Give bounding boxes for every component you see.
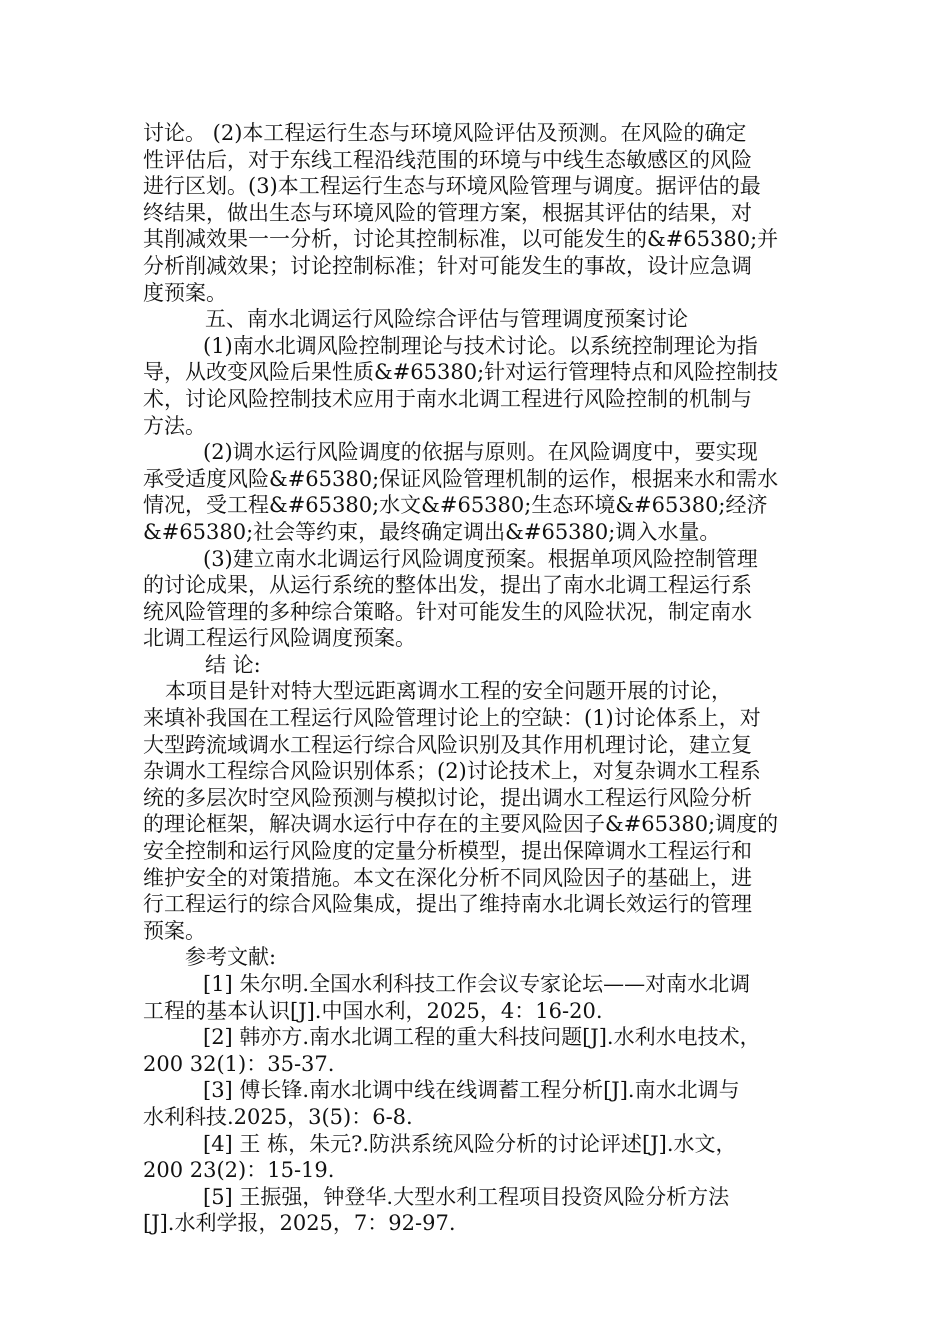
conclusion-body (143, 678, 813, 944)
text-line: 方法。 (143, 413, 206, 438)
section-5-heading: 五、南水北调运行风险综合评估与管理调度预案讨论 (205, 307, 688, 332)
references-list (143, 971, 813, 1237)
text-line: 行工程运行的综合风险集成，提出了维持南水北调长效运行的管理 (143, 892, 752, 917)
text-line: 情况，受工程&#65380;水文&#65380;生态环境&#65380;经济 (143, 493, 768, 518)
reference-item (143, 1077, 813, 1130)
text-line: 维护安全的对策措施。本文在深化分析不同风险因子的基础上，进 (143, 865, 752, 890)
text-line: [2] 韩亦方.南水北调工程的重大科技问题[J].水利水电技术， (203, 1025, 761, 1050)
text-line: (2)调水运行风险调度的依据与原则。在风险调度中，要实现 (203, 440, 758, 465)
text-line: 术，讨论风险控制技术应用于南水北调工程进行风险控制的机制与 (143, 386, 752, 411)
text-line: 讨论。 (2)本工程运行生态与环境风险评估及预测。在风险的确定 (143, 121, 747, 145)
text-line: 水利科技.2025，3(5)：6-8. (143, 1104, 413, 1129)
conclusion-heading: 结 论: (205, 652, 261, 677)
text-line: 200 23(2)：15-19. (143, 1158, 335, 1183)
text-line: 导，从改变风险后果性质&#65380;针对运行管理特点和风险控制技 (143, 360, 779, 385)
text-line: 统的多层次时空风险预测与模拟讨论，提出调水工程运行风险分析 (143, 785, 752, 810)
text-line: [3] 傅长锋.南水北调中线在线调蓄工程分析[J].南水北调与 (203, 1078, 740, 1103)
text-line: 统风险管理的多种综合策略。针对可能发生的风险状况，制定南水 (143, 599, 752, 624)
reference-item (143, 1024, 813, 1077)
text-line: 大型跨流域调水工程运行综合风险识别及其作用机理讨论，建立复 (143, 732, 752, 757)
text-line: 承受适度风险&#65380;保证风险管理机制的运作，根据来水和需水 (143, 466, 779, 491)
text-line: 度预案。 (143, 280, 227, 305)
text-line: &#65380;社会等约束，最终确定调出&#65380;调入水量。 (143, 519, 721, 544)
text-line: (1)南水北调风险控制理论与技术讨论。以系统控制理论为指 (203, 333, 758, 358)
references-heading: 参考文献: (185, 945, 277, 970)
text-line: 终结果，做出生态与环境风险的管理方案，根据其评估的结果，对 (143, 200, 752, 225)
text-line: 杂调水工程综合风险识别体系；(2)讨论技术上，对复杂调水工程系 (143, 759, 761, 784)
text-line: 安全控制和运行风险度的定量分析模型，提出保障调水工程运行和 (143, 839, 752, 864)
text-line: 分析削减效果；讨论控制标准；针对可能发生的事故，设计应急调 (143, 253, 752, 278)
reference-item (143, 1184, 813, 1237)
text-line: 北调工程运行风险调度预案。 (143, 626, 416, 651)
text-line: [5] 王振强，钟登华.大型水利工程项目投资风险分析方法 (203, 1184, 730, 1209)
text-line: [1] 朱尔明.全国水利科技工作会议专家论坛——对南水北调 (203, 972, 751, 996)
text-line: 来填补我国在工程运行风险管理讨论上的空缺：(1)讨论体系上，对 (143, 706, 761, 731)
text-line: 其削减效果一一分析，讨论其控制标准，以可能发生的&#65380;并 (143, 227, 779, 252)
text-line: 的理论框架，解决调水运行中存在的主要风险因子&#65380;调度的 (143, 812, 779, 837)
text-line: 本项目是针对特大型远距离调水工程的安全问题开展的讨论， (165, 679, 732, 704)
reference-item (143, 971, 813, 1024)
text-line: (3)建立南水北调运行风险调度预案。根据单项风险控制管理 (203, 546, 758, 571)
text-line: 的讨论成果，从运行系统的整体出发，提出了南水北调工程运行系 (143, 573, 752, 598)
section-5-item-1 (143, 333, 813, 439)
text-line: 性评估后，对于东线工程沿线范围的环境与中线生态敏感区的风险 (143, 147, 752, 172)
text-line: 预案。 (143, 918, 206, 943)
reference-item (143, 1131, 813, 1184)
text-line: 工程的基本认识[J].中国水利，2025，4：16-20. (143, 998, 603, 1023)
text-line: 进行区划。(3)本工程运行生态与环境风险管理与调度。据评估的最 (143, 174, 761, 199)
paragraph-risk-items (143, 120, 813, 306)
text-line: [J].水利学报，2025，7：92-97. (143, 1211, 456, 1236)
section-5-item-2 (143, 439, 813, 545)
text-line: 200 32(1)：35-37. (143, 1051, 335, 1076)
document-page (143, 120, 813, 1237)
text-line: [4] 王 栋，朱元?.防洪系统风险分析的讨论评述[J].水文， (203, 1131, 737, 1156)
section-5-item-3 (143, 546, 813, 652)
